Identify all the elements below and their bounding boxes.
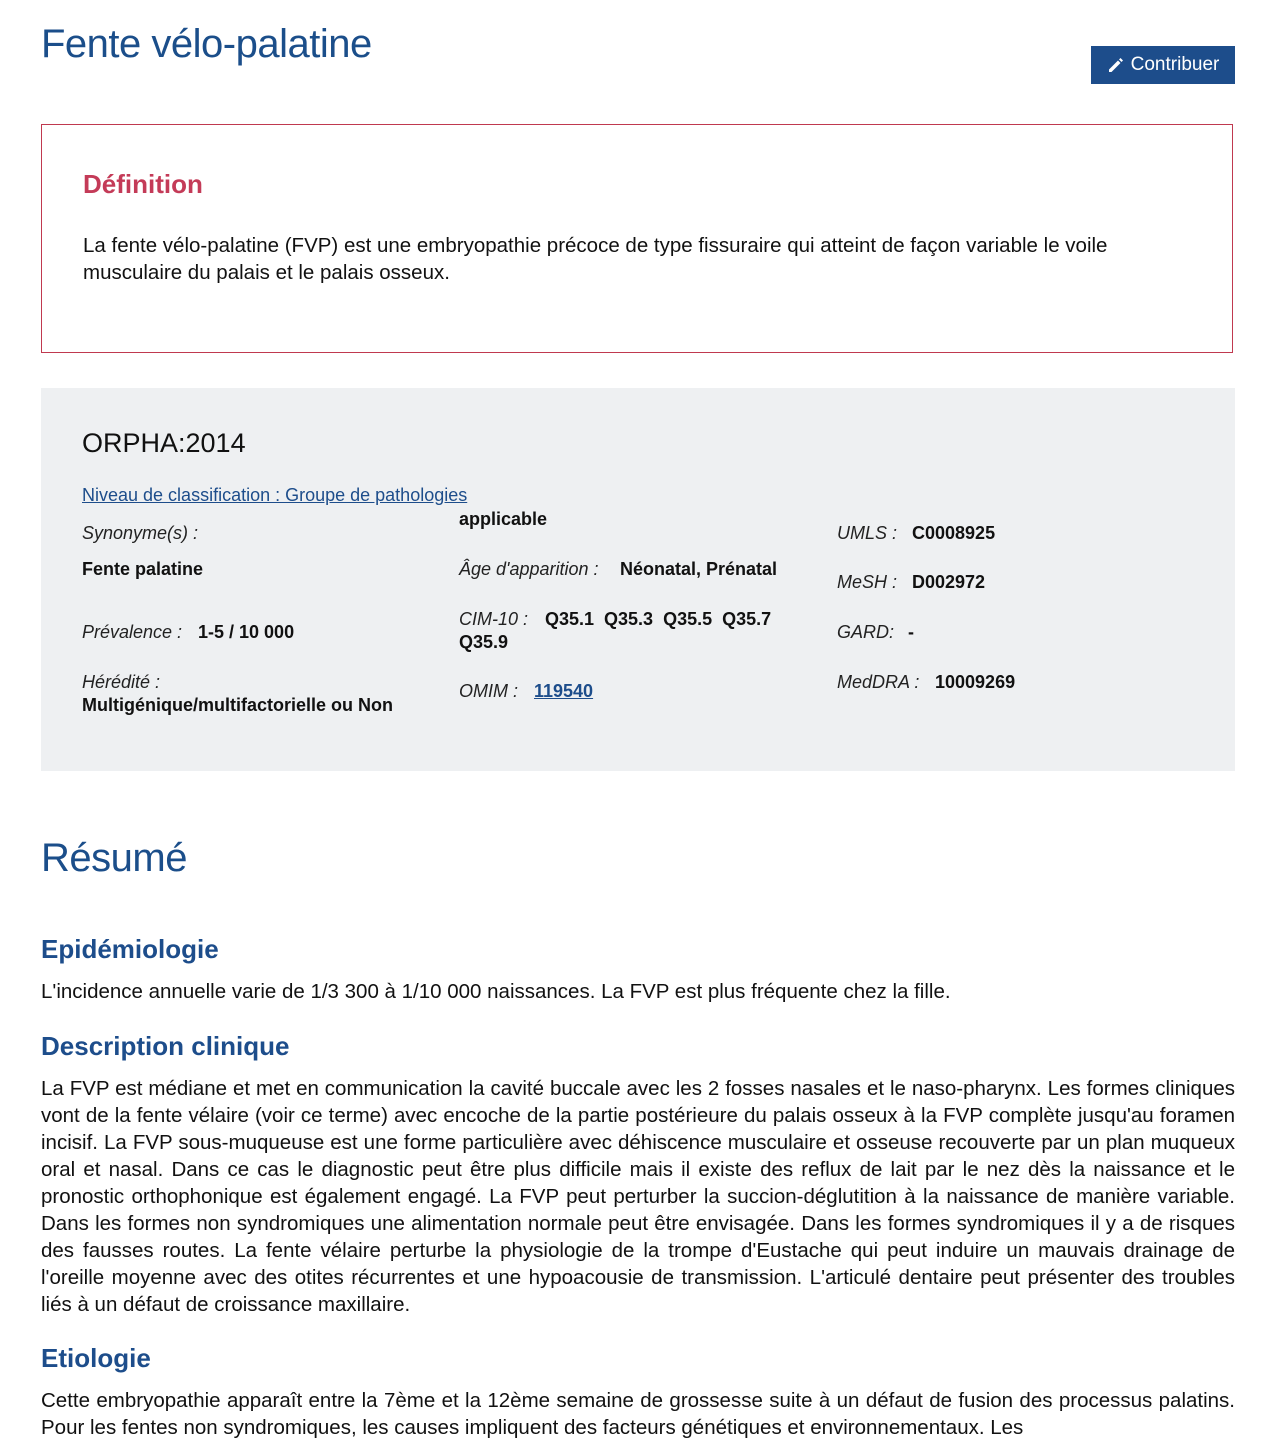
definition-heading: Définition bbox=[83, 169, 203, 199]
gard-value: - bbox=[908, 622, 914, 642]
etiology-text: Cette embryopathie apparaît entre la 7ème et la 12ème semaine de grossesse suite à un défaut de fusion des processus palatins. Pour les fentes non syndromiques, les causes impliquent des facteurs génétiques et environnementaux. Les bbox=[41, 1389, 1235, 1439]
prevalence-value: 1-5 / 10 000 bbox=[198, 622, 295, 642]
definition-box bbox=[41, 124, 1233, 353]
umls-label: UMLS : bbox=[837, 523, 898, 543]
synonyms-label: Synonyme(s) : bbox=[82, 523, 199, 543]
epidemiology-heading: Epidémiologie bbox=[41, 934, 219, 964]
onset-label: Âge d'apparition : bbox=[459, 559, 599, 579]
meddra-label: MedDRA : bbox=[837, 672, 920, 692]
mesh-value: D002972 bbox=[912, 572, 986, 592]
disease-info-panel bbox=[41, 388, 1235, 771]
umls-value: C0008925 bbox=[912, 523, 996, 543]
contribute-button[interactable] bbox=[1091, 46, 1235, 84]
clinical-description-heading: Description clinique bbox=[41, 1031, 290, 1061]
applicable-text: applicable bbox=[459, 509, 548, 529]
heredity-label: Hérédité : bbox=[82, 672, 161, 692]
omim-link[interactable]: 119540 bbox=[534, 681, 594, 701]
pencil-icon bbox=[1107, 56, 1125, 74]
onset-value: Néonatal, Prénatal bbox=[620, 559, 778, 579]
prevalence-label: Prévalence : bbox=[82, 622, 183, 642]
summary-title: Résumé bbox=[41, 836, 187, 880]
gard-label: GARD: bbox=[837, 622, 895, 642]
page-title: Fente vélo-palatine bbox=[41, 22, 372, 66]
icd10-codes: Q35.1 Q35.3 Q35.5 Q35.7 bbox=[545, 609, 772, 629]
meddra-value: 10009269 bbox=[935, 672, 1016, 692]
orpha-code: ORPHA:2014 bbox=[82, 428, 246, 458]
icd10-label: CIM-10 : bbox=[459, 609, 529, 629]
omim-label: OMIM : bbox=[459, 681, 518, 701]
icd10-codes-line2: Q35.9 bbox=[459, 632, 509, 652]
contribute-label: Contribuer bbox=[1130, 54, 1220, 75]
definition-text: La fente vélo-palatine (FVP) est une embryopathie précoce de type fissuraire qui atteint de façon variable le voile musculaire du palais et le palais osseux. bbox=[83, 234, 1108, 284]
heredity-value: Multigénique/multifactorielle ou Non bbox=[82, 695, 394, 715]
etiology-heading: Etiologie bbox=[41, 1343, 151, 1373]
mesh-label: MeSH : bbox=[837, 572, 898, 592]
epidemiology-text: L'incidence annuelle varie de 1/3 300 à 1/10 000 naissances. La FVP est plus fréquente chez la fille. bbox=[41, 980, 951, 1003]
classification-level-link[interactable]: Niveau de classification : Groupe de pathologies bbox=[82, 485, 468, 505]
clinical-description-text: La FVP est médiane et met en communication la cavité buccale avec les 2 fosses nasales et le naso-pharynx. Les formes cliniques vont de la fente vélaire (voir ce terme) avec encoche de la partie postérieure du palais osseux à la FVP complète jusqu'au foramen incisif. La FVP sous-muqueuse est une forme particulière avec déhiscence musculaire et osseuse recouverte par un plan muqueux oral et nasal. Dans ce cas le diagnostic peut être plus difficile mais il existe des reflux de lait par le nez dès la naissance et le pronostic orthophonique est également engagé. La FVP peut perturber la succion-déglutition à la naissance de manière variable. Dans les formes non syndromiques une alimentation normale peut être envisagée. Dans les formes syndromiques il y a de risques des fausses routes. La fente vélaire perturbe la physiologie de la trompe d'Eustache qui peut induire un mauvais drainage de l'oreille moyenne avec des otites récurrentes et une hypoacousie de transmission. L'articulé dentaire peut présenter des troubles liés à un défaut de croissance maxillaire. bbox=[41, 1077, 1235, 1316]
synonyms-value: Fente palatine bbox=[82, 559, 204, 579]
